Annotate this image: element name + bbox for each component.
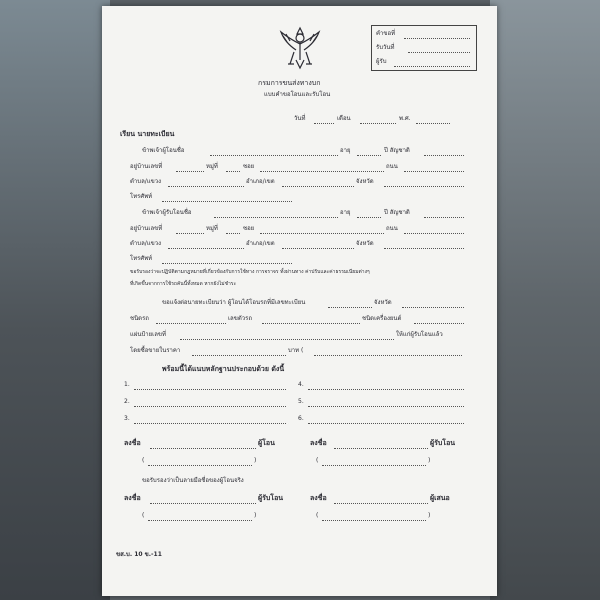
vehicle-chassis-field[interactable] — [262, 323, 360, 324]
transferee-moo-label: หมู่ที่ — [206, 225, 218, 232]
transferee-phone-label: โทรศัพท์ — [130, 255, 153, 262]
vehicle-intro: ขอแจ้งต่อนายทะเบียนว่า ผู้โอนได้โอนรถที่มีเลขทะเบียน — [162, 299, 306, 306]
witness-signature-field[interactable] — [334, 503, 428, 504]
transferor-age-field[interactable] — [357, 155, 381, 156]
transferee-nationality-field[interactable] — [424, 217, 464, 218]
transferor-printed-name-field[interactable] — [148, 465, 252, 466]
transferor-nationality-label: ปี สัญชาติ — [384, 147, 410, 154]
attachment-4-label: 4. — [298, 381, 304, 388]
transferee-house-label: อยู่บ้านเลขที่ — [130, 225, 163, 232]
witness-printed-name-field[interactable] — [322, 520, 426, 521]
transferee-subdistrict-label: ตำบล/แขวง — [130, 240, 162, 247]
vehicle-type-field[interactable] — [156, 323, 226, 324]
transferor-house-field[interactable] — [176, 171, 204, 172]
transferee-paren-close: ) — [428, 457, 431, 464]
vehicle-plate-no-field[interactable] — [328, 307, 372, 308]
transferor-subdistrict-field[interactable] — [168, 186, 244, 187]
transferor-road-label: ถนน — [386, 163, 398, 170]
date-month-label: เดือน — [337, 115, 351, 122]
attachment-6-field[interactable] — [308, 423, 464, 424]
sign-label-witness: ลงชื่อ — [310, 494, 327, 502]
vehicle-province-label: จังหวัด — [374, 299, 392, 306]
vehicle-price-label: โดยซื้อขายในราคา — [130, 347, 181, 354]
background-left — [0, 0, 110, 600]
date-year-label: พ.ศ. — [399, 115, 411, 122]
attachment-2-label: 2. — [124, 398, 130, 405]
attachments-heading: พร้อมนี้ได้แนบหลักฐานประกอบด้วย ดังนี้ — [162, 365, 285, 373]
transferee-subdistrict-field[interactable] — [168, 248, 244, 249]
transferee-soi-label: ซอย — [243, 225, 255, 232]
transferee-moo-field[interactable] — [226, 233, 240, 234]
transferor-subdistrict-label: ตำบล/แขวง — [130, 178, 162, 185]
transferor-nationality-field[interactable] — [424, 155, 464, 156]
transferee-printed-name-field[interactable] — [322, 465, 426, 466]
transferor-name-field[interactable] — [210, 155, 338, 156]
transferee-phone-field[interactable] — [162, 263, 292, 264]
officer-role-label: ผู้รับโอน — [258, 494, 284, 502]
witness-paren-close: ) — [428, 512, 431, 519]
consent-line-1: ขอรับรองว่าจะปฏิบัติตามกฎหมายที่เกี่ยวข้องกับการใช้ทาง การจราจร ทั้งผ่านทาง ค่าปรับและค่าธรรมเนียมต่างๆ — [130, 269, 370, 275]
officer-printed-name-field[interactable] — [148, 520, 252, 521]
sign-label-transferee: ลงชื่อ — [310, 439, 327, 447]
transferor-house-label: อยู่บ้านเลขที่ — [130, 163, 163, 170]
background-right — [490, 0, 600, 600]
vehicle-baht-label: บาท ( — [288, 347, 304, 354]
vehicle-plate-label: แผ่นป้ายเลขที่ — [130, 331, 166, 338]
ref-label-received-date: รับวันที่ — [376, 44, 395, 51]
vehicle-give-to-label: ให้แก่ผู้รับโอนแล้ว — [396, 331, 443, 338]
ref-label-request-no: คำขอที่ — [376, 30, 396, 37]
transferor-soi-field[interactable] — [260, 171, 384, 172]
sign-label-officer: ลงชื่อ — [124, 494, 141, 502]
transferor-province-label: จังหวัด — [356, 178, 374, 185]
date-year-field[interactable] — [416, 123, 450, 124]
attachment-2-field[interactable] — [134, 406, 286, 407]
attachment-3-field[interactable] — [134, 423, 286, 424]
attachment-4-field[interactable] — [308, 389, 464, 390]
transferee-paren-open: ( — [316, 457, 319, 464]
transferor-role-label: ผู้โอน — [258, 439, 275, 447]
transferee-soi-field[interactable] — [260, 233, 384, 234]
transferor-moo-label: หมู่ที่ — [206, 163, 218, 170]
transferee-signature-field[interactable] — [334, 448, 428, 449]
org-title: กรมการขนส่งทางบก — [258, 79, 321, 87]
vehicle-province-field[interactable] — [402, 307, 464, 308]
reference-box — [371, 25, 477, 71]
transferor-paren-close: ) — [254, 457, 257, 464]
transferor-road-field[interactable] — [404, 171, 464, 172]
officer-paren-close: ) — [254, 512, 257, 519]
transferor-paren-open: ( — [142, 457, 145, 464]
transferee-district-label: อำเภอ/เขต — [246, 240, 275, 247]
certify-text: ขอรับรองว่าเป็นลายมือชื่อของผู้โอนจริง — [142, 477, 244, 484]
date-month-field[interactable] — [360, 123, 396, 124]
attachment-3-label: 3. — [124, 415, 130, 422]
vehicle-price-words-field[interactable] — [314, 355, 462, 356]
transferor-district-label: อำเภอ/เขต — [246, 178, 275, 185]
transferor-signature-field[interactable] — [150, 448, 256, 449]
vehicle-engine-label: ชนิดเครื่องยนต์ — [362, 315, 402, 322]
attachment-1-label: 1. — [124, 381, 130, 388]
transferee-age-field[interactable] — [357, 217, 381, 218]
vehicle-type-label: ชนิดรถ — [130, 315, 149, 322]
transferee-road-label: ถนน — [386, 225, 398, 232]
transferor-province-field[interactable] — [384, 186, 464, 187]
transferee-province-label: จังหวัด — [356, 240, 374, 247]
officer-paren-open: ( — [142, 512, 145, 519]
sign-label-transferor: ลงชื่อ — [124, 439, 141, 447]
vehicle-price-field[interactable] — [192, 355, 286, 356]
attachment-1-field[interactable] — [134, 389, 286, 390]
transferor-age-label: อายุ — [340, 147, 351, 154]
transferee-house-field[interactable] — [176, 233, 204, 234]
transferor-district-field[interactable] — [282, 186, 354, 187]
garuda-emblem-icon — [278, 24, 322, 72]
vehicle-engine-field[interactable] — [414, 323, 464, 324]
ref-label-receiver: ผู้รับ — [376, 58, 387, 65]
attachment-6-label: 6. — [298, 415, 304, 422]
transferee-province-field[interactable] — [384, 248, 464, 249]
transferor-name-label: ข้าพเจ้าผู้โอนชื่อ — [142, 147, 185, 154]
transferor-moo-field[interactable] — [226, 171, 240, 172]
attachment-5-label: 5. — [298, 398, 304, 405]
form-subtitle: แบบคำขอโอนและรับโอน — [264, 91, 331, 98]
transferee-road-field[interactable] — [404, 233, 464, 234]
date-day-label: วันที่ — [294, 115, 306, 122]
date-day-field[interactable] — [314, 123, 334, 124]
vehicle-plate-field[interactable] — [180, 339, 394, 340]
transferor-phone-label: โทรศัพท์ — [130, 193, 153, 200]
officer-signature-field[interactable] — [150, 503, 256, 504]
form-page — [102, 6, 497, 596]
witness-paren-open: ( — [316, 512, 319, 519]
transferor-phone-field[interactable] — [162, 201, 292, 202]
transferee-name-label: ข้าพเจ้าผู้รับโอนชื่อ — [142, 209, 192, 216]
witness-role-label: ผู้เสนอ — [430, 494, 450, 502]
vehicle-chassis-label: เลขตัวรถ — [228, 315, 252, 322]
transferee-nationality-label: ปี สัญชาติ — [384, 209, 410, 216]
consent-line-2: ที่เกิดขึ้นจากการใช้รถคันนี้ทั้งหมด หากยังไม่ชำระ — [130, 281, 237, 287]
attachment-5-field[interactable] — [308, 406, 464, 407]
transferee-role-label: ผู้รับโอน — [430, 439, 456, 447]
transferee-age-label: อายุ — [340, 209, 351, 216]
transferee-district-field[interactable] — [282, 248, 354, 249]
form-code: ขส.บ. 10 ข.-11 — [116, 551, 162, 558]
salutation: เรียน นายทะเบียน — [120, 130, 175, 138]
transferee-name-field[interactable] — [214, 217, 338, 218]
transferor-soi-label: ซอย — [243, 163, 255, 170]
